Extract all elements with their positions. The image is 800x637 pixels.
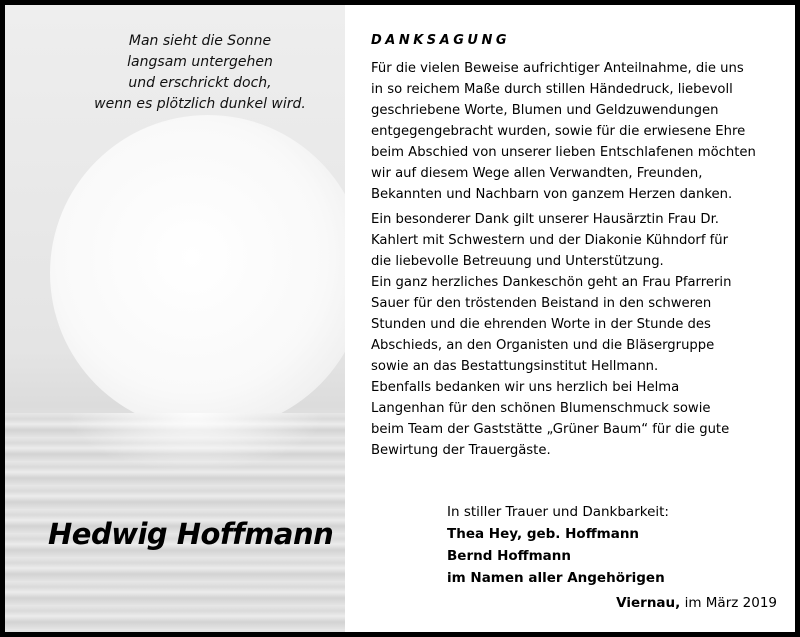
quote-line: und erschrickt doch, bbox=[128, 75, 272, 91]
memorial-quote bbox=[75, 31, 325, 115]
place-and-date bbox=[616, 595, 777, 611]
text-line: Stunden und die ehrenden Worte in der Stunde des bbox=[371, 317, 711, 332]
text-line: geschriebene Worte, Blumen und Geldzuwendungen bbox=[371, 103, 719, 118]
quote-line: wenn es plötzlich dunkel wird. bbox=[94, 96, 306, 112]
special-thanks-paragraph bbox=[371, 209, 785, 461]
text-line: wir auf diesem Wege allen Verwandten, Freunden, bbox=[371, 166, 703, 181]
signature-block bbox=[447, 501, 669, 589]
text-line: Kahlert mit Schwestern und der Diakonie Kühndorf für bbox=[371, 233, 729, 248]
heading: DANKSAGUNG bbox=[371, 33, 511, 48]
sunset-image bbox=[5, 5, 345, 632]
text-line: Sauer für den tröstenden Beistand in den schweren bbox=[371, 296, 712, 311]
text-line: Bewirtung der Trauergäste. bbox=[371, 443, 551, 458]
sun-graphic bbox=[50, 115, 345, 431]
signer-name: im Namen aller Angehörigen bbox=[447, 570, 665, 586]
place-date: im März 2019 bbox=[684, 595, 777, 611]
sun-reflection bbox=[65, 413, 325, 473]
quote-line: Man sieht die Sonne bbox=[128, 33, 272, 49]
signer-name: Thea Hey, geb. Hoffmann bbox=[447, 526, 640, 542]
place-city: Viernau, bbox=[616, 595, 681, 611]
text-line: beim Team der Gaststätte „Grüner Baum“ für die gute bbox=[371, 422, 730, 437]
text-line: Ebenfalls bedanken wir uns herzlich bei Helma bbox=[371, 380, 680, 395]
deceased-name: Hedwig Hoffmann bbox=[48, 517, 334, 551]
thanks-paragraph bbox=[371, 58, 785, 205]
quote-line: langsam untergehen bbox=[127, 54, 273, 70]
text-line: Ein ganz herzliches Dankeschön geht an Frau Pfarrerin bbox=[371, 275, 732, 290]
text-line: die liebevolle Betreuung und Unterstützung. bbox=[371, 254, 664, 269]
text-line: Abschieds, an den Organisten und die Bläsergruppe bbox=[371, 338, 715, 353]
text-line: in so reichem Maße durch stillen Händedruck, liebevoll bbox=[371, 82, 733, 97]
text-line: entgegengebracht wurden, sowie für die erwiesene Ehre bbox=[371, 124, 746, 139]
text-line: Ein besonderer Dank gilt unserer Hausärztin Frau Dr. bbox=[371, 212, 719, 227]
text-line: sowie an das Bestattungsinstitut Hellmann. bbox=[371, 359, 659, 374]
text-line: beim Abschied von unserer lieben Entschlafenen möchten bbox=[371, 145, 756, 160]
text-line: Langenhan für den schönen Blumenschmuck sowie bbox=[371, 401, 711, 416]
text-line: Für die vielen Beweise aufrichtiger Anteilnahme, die uns bbox=[371, 61, 744, 76]
signer-name: Bernd Hoffmann bbox=[447, 548, 571, 564]
text-line: Bekannten und Nachbarn von ganzem Herzen danken. bbox=[371, 187, 733, 202]
signature-intro: In stiller Trauer und Dankbarkeit: bbox=[447, 504, 669, 520]
thanks-section bbox=[371, 33, 785, 465]
